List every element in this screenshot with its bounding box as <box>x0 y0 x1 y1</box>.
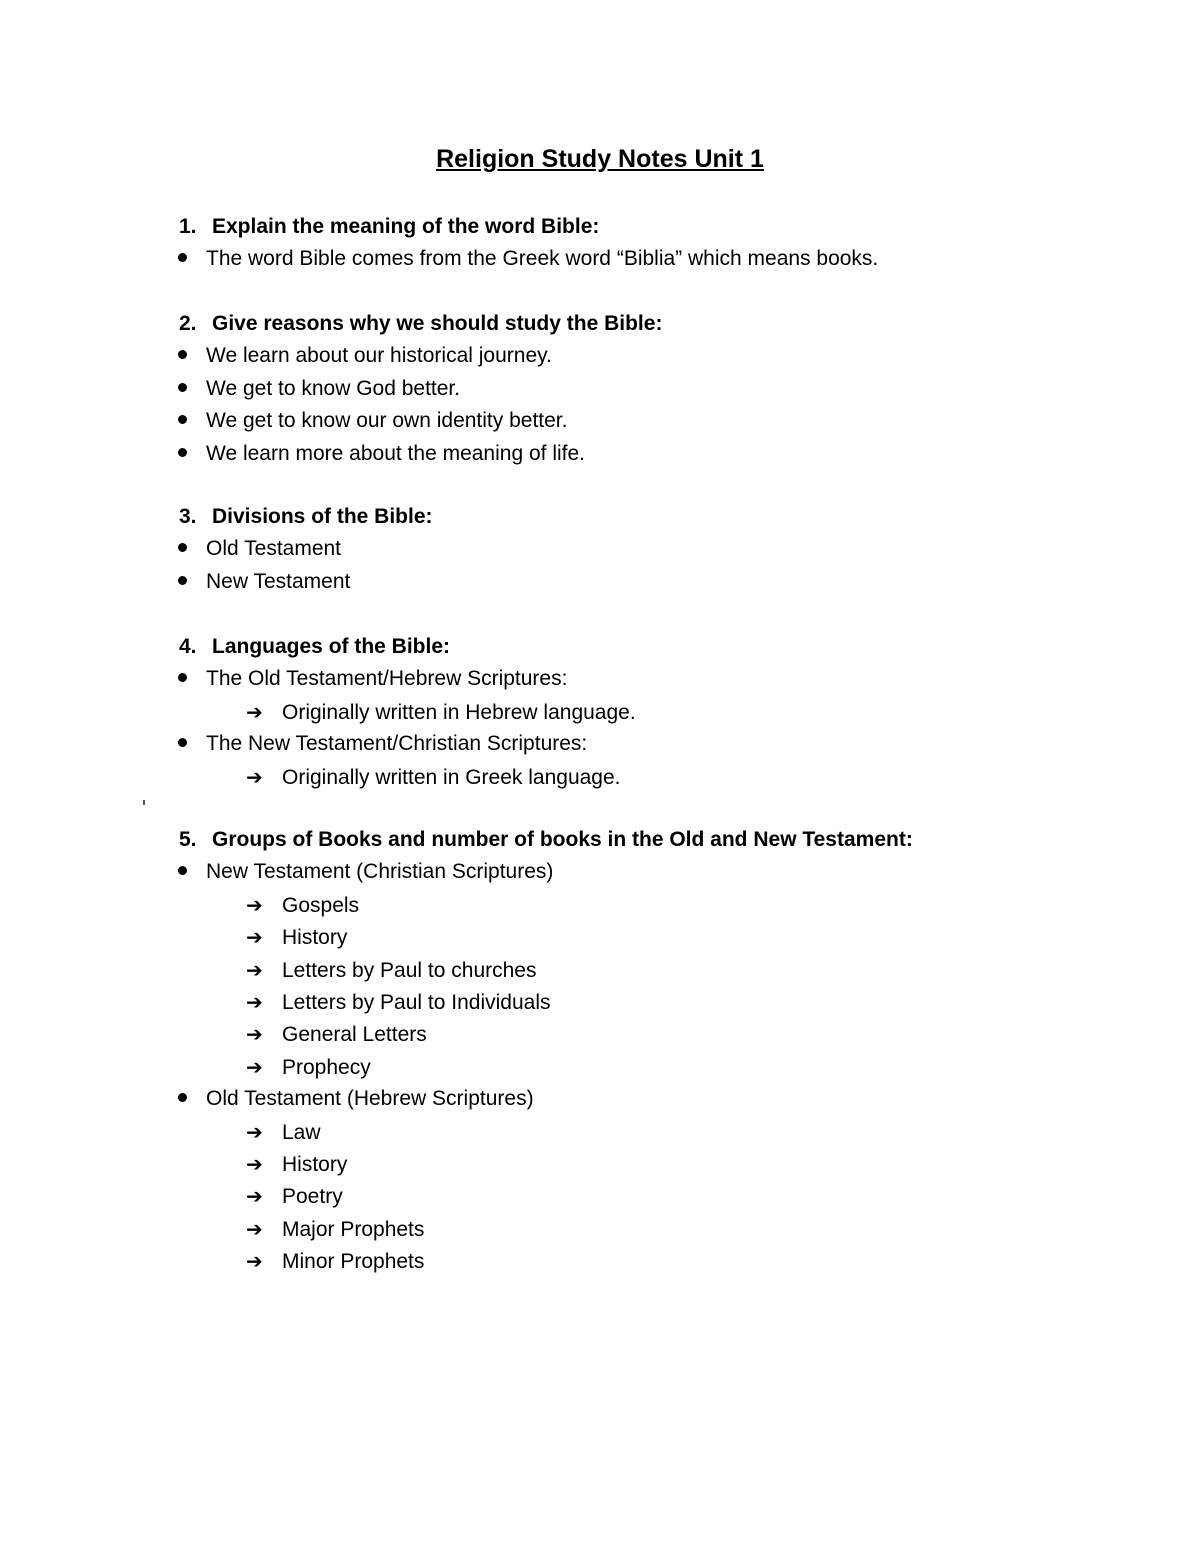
arrow-icon: ➔ <box>246 699 263 724</box>
list-item <box>178 535 341 563</box>
list-item-text: We get to know God better. <box>206 376 461 400</box>
sub-list-item <box>246 1215 424 1244</box>
bullet-icon <box>178 415 187 424</box>
sub-list-item <box>246 956 536 985</box>
section-number: 1. <box>179 215 197 238</box>
sub-list-item <box>246 988 551 1017</box>
section-heading-text: Explain the meaning of the word Bible: <box>212 215 600 238</box>
list-item <box>178 1085 534 1113</box>
arrow-icon: ➔ <box>246 990 263 1014</box>
section-heading-text: Groups of Books and number of books in the Old and New Testament: <box>212 828 913 851</box>
sub-list-item <box>246 1020 427 1049</box>
sub-list-item <box>246 1053 371 1082</box>
sub-list-item <box>246 1182 343 1211</box>
list-item <box>178 730 587 758</box>
section-heading <box>179 503 433 531</box>
bullet-icon <box>178 383 187 392</box>
sub-list-item-text: History <box>282 926 348 950</box>
list-item-text: New Testament (Christian Scriptures) <box>206 860 554 884</box>
arrow-icon: ➔ <box>246 1249 263 1274</box>
list-item <box>178 342 552 370</box>
sub-list-item-text: Poetry <box>282 1185 343 1209</box>
section-number: 2. <box>179 312 197 335</box>
sub-list-item-text: Minor Prophets <box>282 1250 425 1274</box>
bullet-icon <box>178 350 187 359</box>
arrow-icon: ➔ <box>246 1216 263 1241</box>
section-number: 5. <box>179 828 197 851</box>
list-item-text: Old Testament <box>206 537 342 561</box>
bullet-icon <box>178 673 187 682</box>
arrow-icon: ➔ <box>246 925 263 950</box>
section-number: 3. <box>179 505 197 528</box>
section-heading <box>179 310 662 338</box>
bullet-icon <box>178 1093 187 1102</box>
bullet-icon <box>178 738 187 747</box>
sub-list-item-text: Prophecy <box>282 1055 371 1079</box>
sub-list-item-text: General Letters <box>282 1023 427 1047</box>
sub-list-item-text: Letters by Paul to churches <box>282 958 537 982</box>
list-item <box>178 245 878 273</box>
list-item-text: We learn more about the meaning of life. <box>206 441 585 465</box>
list-item <box>178 665 567 693</box>
sub-list-item <box>246 891 359 920</box>
list-item-text: The Old Testament/Hebrew Scriptures: <box>206 667 568 691</box>
section-heading <box>179 633 450 661</box>
sub-list-item <box>246 1118 321 1147</box>
list-item <box>178 375 460 403</box>
list-item-text: We get to know our own identity better. <box>206 409 568 433</box>
sub-list-item <box>246 1150 347 1179</box>
section-heading <box>179 213 599 241</box>
section-heading-text: Give reasons why we should study the Bible: <box>212 312 663 335</box>
arrow-icon: ➔ <box>246 1054 263 1079</box>
list-item <box>178 858 553 886</box>
arrow-icon: ➔ <box>246 1152 263 1176</box>
bullet-icon <box>178 866 187 875</box>
section-heading <box>179 826 913 854</box>
sub-list-item <box>246 923 347 952</box>
sub-list-item-text: Originally written in Greek language. <box>282 765 621 789</box>
list-item-text: The word Bible comes from the Greek word “Biblia” which means books. <box>206 247 879 271</box>
list-item <box>178 440 585 468</box>
arrow-icon: ➔ <box>246 957 263 982</box>
sub-list-item-text: Letters by Paul to Individuals <box>282 991 551 1014</box>
section-number: 4. <box>179 635 197 658</box>
sub-list-item-text: Originally written in Hebrew language. <box>282 700 636 724</box>
sub-list-item <box>246 1247 424 1276</box>
arrow-icon: ➔ <box>246 892 263 917</box>
page-title: Religion Study Notes Unit 1 <box>436 145 764 173</box>
list-item-text: New Testament <box>206 569 351 593</box>
sub-list-item-text: Law <box>282 1120 321 1144</box>
arrow-icon: ➔ <box>246 1119 263 1144</box>
list-item-text: The New Testament/Christian Scriptures: <box>206 732 588 756</box>
arrow-icon: ➔ <box>246 1022 263 1047</box>
sub-list-item-text: Major Prophets <box>282 1217 425 1241</box>
list-item-text: Old Testament (Hebrew Scriptures) <box>206 1087 534 1111</box>
list-item <box>178 407 567 435</box>
section-heading-text: Divisions of the Bible: <box>212 505 433 528</box>
sub-list-item <box>246 698 636 727</box>
list-item <box>178 568 350 596</box>
list-item-text: We learn about our historical journey. <box>206 344 552 368</box>
bullet-icon <box>178 448 187 457</box>
bullet-icon <box>178 253 187 262</box>
stray-mark <box>143 800 145 805</box>
sub-list-item <box>246 763 621 792</box>
bullet-icon <box>178 543 187 552</box>
arrow-icon: ➔ <box>246 1184 263 1209</box>
bullet-icon <box>178 576 187 585</box>
sub-list-item-text: History <box>282 1153 348 1176</box>
section-heading-text: Languages of the Bible: <box>212 635 451 658</box>
sub-list-item-text: Gospels <box>282 893 360 917</box>
arrow-icon: ➔ <box>246 764 263 789</box>
